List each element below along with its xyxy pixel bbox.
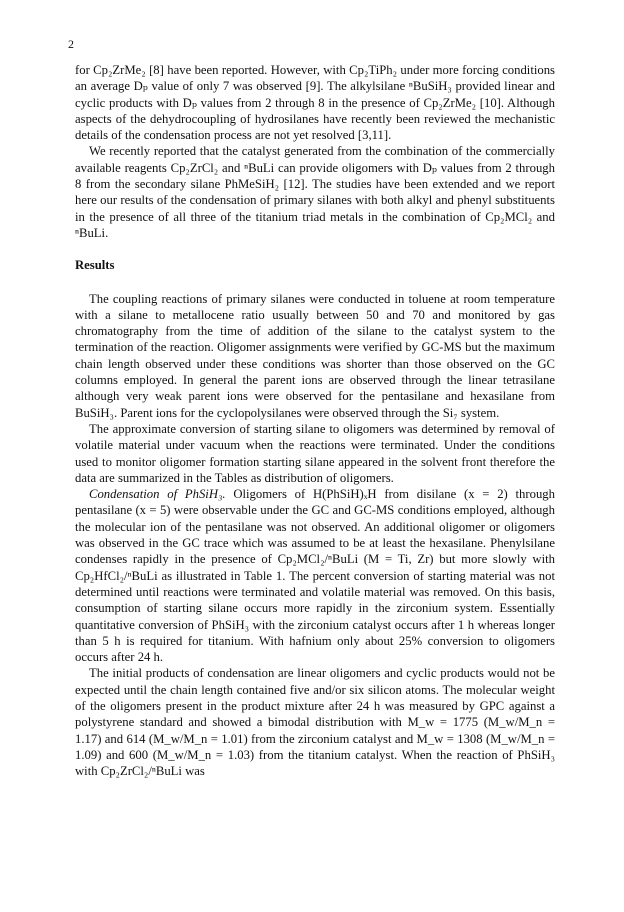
page-number: 2: [68, 37, 74, 51]
subsection-text: Oligomers of H(PhSiH)ₓH from disilane (x = 2) through pentasilane (x = 5) were observable under the GC and GC-MS conditions employed, although the molecular ion of the pentasilane was not observed. An additional oligomer or oligomers was observed in the GC trace which was assumed to be at least the hexasilane. Phenylsilane condenses rapidly in the presence of Cp₂MCl₂/ⁿBuLi (M = Ti, Zr) but more slowly with Cp₂HfCl₂/ⁿBuLi as illustrated in Table 1. The percent conversion of starting material was not determined until reactions were terminated and volatile material was removed. On this basis, consumption of starting silane occurs more rapidly in the zirconium system. Essentially quantitative conversion of PhSiH₃ with the zirconium catalyst occurs after 1 h whereas longer than 5 h is required for titanium. With hafnium only about 25% conversion to oligomers occurs after 24 h.: [75, 487, 555, 665]
intro-paragraph-1: for Cp₂ZrMe₂ [8] have been reported. However, with Cp₂TiPh₂ under more forcing conditions an average Dₚ value of only 7 was observed [9]. The alkylsilane ⁿBuSiH₃ provided linear and cyclic products with Dₚ values from 2 through 8 in the presence of Cp₂ZrMe₂ [10]. Although aspects of the dehydrocoupling of hydrosilanes have recently been reviewed the mechanistic details of the condensation process are not yet resolved [3,11].: [75, 63, 555, 143]
results-paragraph-2: The approximate conversion of starting silane to oligomers was determined by removal of volatile material under vacuum when the reactions were terminated. Under the conditions used to monitor oligomer formation starting silane appeared in the solvent front therefore the data are summarized in the Tables as distribution of oligomers.: [75, 421, 555, 485]
section-heading-results: Results: [75, 258, 115, 273]
article-body: [75, 62, 555, 779]
results-paragraph-3: [75, 486, 555, 665]
intro-paragraph-2: We recently reported that the catalyst generated from the combination of the commercially available reagents Cp₂ZrCl₂ and ⁿBuLi can provide oligomers with Dₚ values from 2 through 8 from the secondary silane PhMeSiH₂ [12]. The studies have been extended and we report here our results of the condensation of primary silanes with both alkyl and phenyl substituents in the presence of all three of the titanium triad metals in the combination of Cp₂MCl₂ and ⁿBuLi.: [75, 144, 555, 240]
results-paragraph-4: The initial products of condensation are linear oligomers and cyclic products would not be expected until the chain length contained five and/or six silicon atoms. The molecular weight of the oligomers present in the product mixture after 24 h was measured by GPC against a polystyrene standard and showed a bimodal distribution with M_w = 1775 (M_w/M_n = 1.17) and 614 (M_w/M_n = 1.01) from the zirconium catalyst and M_w = 1308 (M_w/M_n = 1.09) and 600 (M_w/M_n = 1.03) from the titanium catalyst. When the reaction of PhSiH₃ with Cp₂ZrCl₂/ⁿBuLi was: [75, 666, 555, 779]
results-paragraph-1: The coupling reactions of primary silanes were conducted in toluene at room temperature with a silane to metallocene ratio usually between 50 and 70 and monitored by gas chromatography from the time of addition of the silane to the catalyst system to the termination of the reaction. Oligomer assignments were verified by GC-MS but the maximum chain length observed under these conditions was shorter than those observed on the GC columns employed. In general the parent ions are observed through the linear tetrasilane although very weak parent ions were observed for the pentasilane and hexasilane from BuSiH₃. Parent ions for the cyclopolysilanes were observed through the Si₇ system.: [75, 291, 555, 420]
subsection-title: Condensation of PhSiH₃.: [89, 487, 226, 502]
